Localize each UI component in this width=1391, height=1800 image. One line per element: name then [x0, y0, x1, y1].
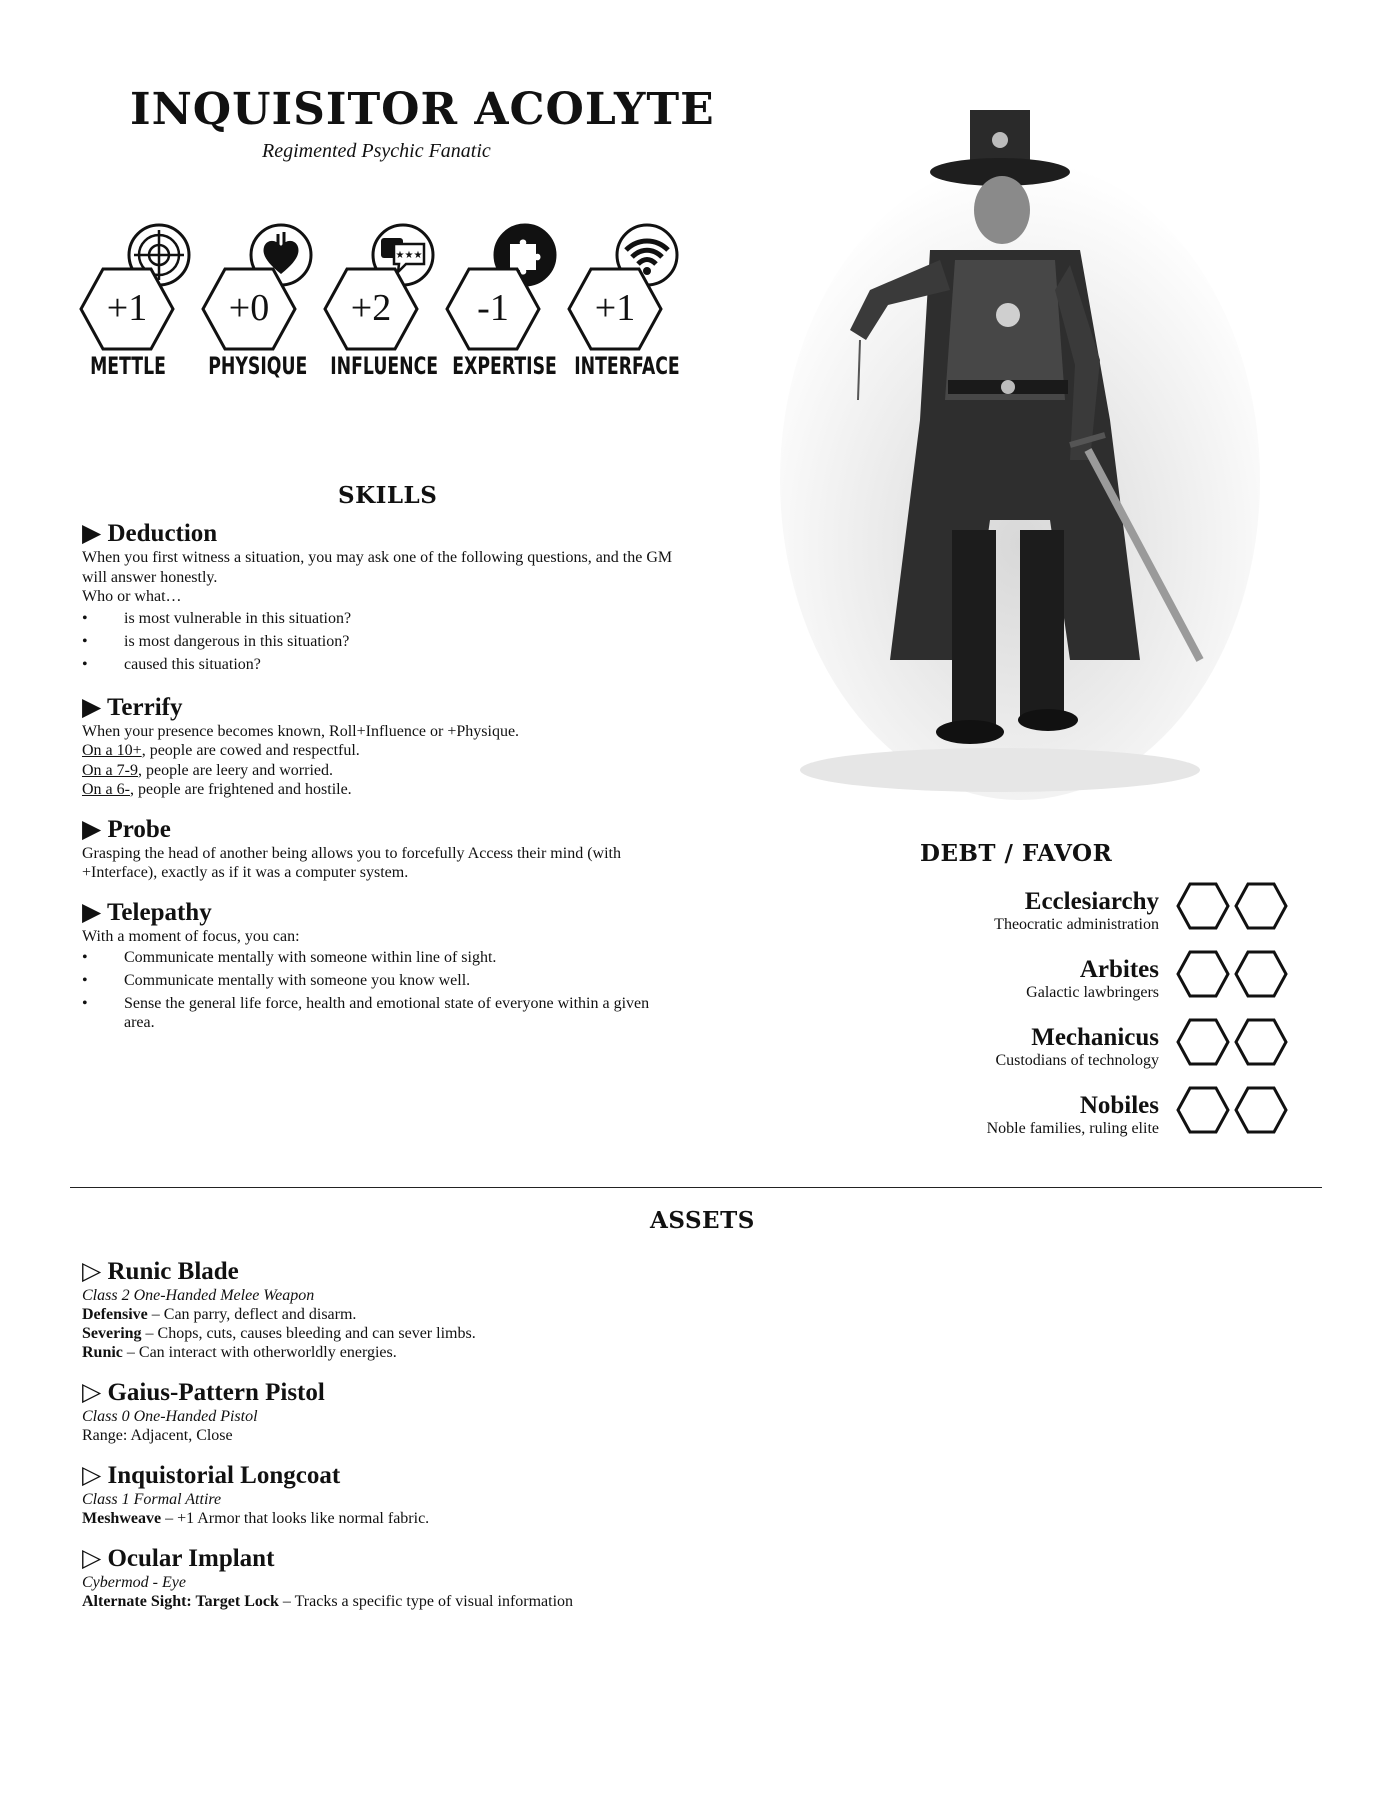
stat-value: +0 [228, 287, 270, 329]
result-line: On a 10+, people are cowed and respectful. [82, 742, 360, 759]
asset-range: Range: Adjacent, Close [82, 1427, 233, 1444]
asset-trait: Severing – Chops, cuts, causes bleeding and can sever limbs. [82, 1325, 476, 1342]
asset-title: ▷ Ocular Implant [82, 1545, 275, 1572]
favor-hex-checkbox[interactable] [1234, 1086, 1288, 1134]
skill-text: With a moment of focus, you can: [82, 927, 300, 945]
section-divider [70, 1187, 1322, 1188]
stat-interface [566, 222, 680, 384]
org-name: Ecclesiarchy [1024, 888, 1159, 915]
list-item: • caused this situation? [82, 655, 682, 674]
asset-trait: Meshweave – +1 Armor that looks like normal fabric. [82, 1510, 430, 1527]
debt-favor-heading: DEBT / FAVOR [920, 840, 1113, 867]
stat-value: +1 [106, 287, 148, 329]
list-item: • is most vulnerable in this situation? [82, 609, 682, 628]
outline-triangle-icon: ▷ [82, 1462, 102, 1489]
org-nobiles [987, 1092, 1159, 1138]
favor-hex-checkbox[interactable] [1176, 1086, 1230, 1134]
result-line: On a 6-, people are frightened and hostile. [82, 781, 352, 798]
stat-mettle [78, 222, 188, 384]
filled-triangle-icon: ▶ [82, 898, 102, 926]
asset-title: ▷ Gaius-Pattern Pistol [82, 1379, 325, 1406]
stat-label: INFLUENCE [330, 352, 439, 380]
skill-deduction [82, 520, 682, 674]
asset-trait: Defensive – Can parry, deflect and disarm. [82, 1306, 357, 1323]
skill-title: ▶ Terrify [82, 693, 183, 721]
skill-terrify [82, 694, 682, 800]
favor-hex-checkbox[interactable] [1176, 1018, 1230, 1066]
filled-triangle-icon: ▶ [82, 815, 102, 843]
skill-title: ▶ Deduction [82, 520, 218, 547]
svg-text:★★★: ★★★ [395, 250, 423, 261]
stat-value: +2 [350, 287, 392, 329]
outline-triangle-icon: ▷ [82, 1258, 102, 1285]
stat-expertise [444, 222, 557, 384]
outline-triangle-icon: ▷ [82, 1379, 102, 1406]
skill-text: Who or what… [82, 588, 182, 605]
stat-label: EXPERTISE [452, 352, 557, 380]
skill-title: ▶ Probe [82, 815, 171, 843]
asset-ocular-implant [82, 1545, 882, 1611]
asset-runic-blade [82, 1258, 882, 1362]
list-item: • is most dangerous in this situation? [82, 632, 682, 651]
skill-title: ▶ Telepathy [82, 898, 212, 926]
asset-pistol [82, 1379, 882, 1445]
skill-bullets [82, 948, 682, 1032]
result-line: On a 7-9, people are leery and worried. [82, 761, 333, 779]
asset-class: Class 1 Formal Attire [82, 1491, 222, 1508]
filled-triangle-icon: ▶ [82, 520, 102, 547]
skill-text: When you first witness a situation, you may ask one of the following questions, and the GM will answer honestly. [82, 549, 673, 586]
asset-trait: Alternate Sight: Target Lock – Tracks a specific type of visual information [82, 1593, 574, 1610]
asset-title: ▷ Inquistorial Longcoat [82, 1462, 341, 1489]
skill-probe [82, 816, 682, 883]
filled-triangle-icon: ▶ [82, 693, 102, 721]
org-desc: Galactic lawbringers [1026, 984, 1159, 1001]
stat-value: -1 [477, 287, 509, 329]
org-mechanicus [995, 1024, 1159, 1070]
skills-heading: SKILLS [338, 482, 438, 509]
skills-list [82, 520, 682, 1048]
skill-telepathy [82, 899, 682, 1033]
stat-influence [322, 222, 439, 384]
favor-hex-checkbox[interactable] [1234, 950, 1288, 998]
favor-hex-checkbox[interactable] [1234, 1018, 1288, 1066]
stat-value: +1 [594, 287, 636, 329]
outline-triangle-icon: ▷ [82, 1545, 102, 1572]
skill-text: When your presence becomes known, Roll+Influence or +Physique. [82, 722, 520, 740]
org-desc: Noble families, ruling elite [986, 1120, 1159, 1137]
stat-label: INTERFACE [574, 352, 680, 380]
page-subtitle: Regimented Psychic Fanatic [262, 140, 491, 162]
asset-class: Class 2 One-Handed Melee Weapon [82, 1287, 315, 1304]
asset-class: Cybermod - Eye [82, 1574, 186, 1591]
stat-label: METTLE [90, 352, 166, 380]
list-item: • Sense the general life force, health and emotional state of everyone within a given area. [82, 994, 682, 1032]
favor-hex-checkbox[interactable] [1176, 950, 1230, 998]
assets-list [82, 1258, 882, 1628]
org-name: Nobiles [1079, 1092, 1159, 1119]
asset-title: ▷ Runic Blade [82, 1258, 239, 1285]
org-name: Arbites [1079, 956, 1159, 983]
org-name: Mechanicus [1031, 1024, 1159, 1051]
list-item: • Communicate mentally with someone within line of sight. [82, 948, 682, 967]
org-desc: Theocratic administration [994, 916, 1159, 933]
skill-bullets [82, 609, 682, 674]
character-portrait [770, 100, 1270, 800]
favor-hex-checkbox[interactable] [1234, 882, 1288, 930]
assets-heading: ASSETS [650, 1207, 755, 1234]
asset-class: Class 0 One-Handed Pistol [82, 1408, 258, 1425]
asset-longcoat [82, 1462, 882, 1528]
list-item: • Communicate mentally with someone you know well. [82, 971, 682, 990]
org-arbites [1026, 956, 1159, 1002]
favor-hex-checkbox[interactable] [1176, 882, 1230, 930]
stat-physique [200, 222, 310, 384]
asset-trait: Runic – Can interact with otherworldly energies. [82, 1344, 397, 1361]
skill-text: Grasping the head of another being allows you to forcefully Access their mind (with +Interface), exactly as if it was a computer system. [82, 844, 621, 881]
org-desc: Custodians of technology [995, 1052, 1159, 1069]
org-ecclesiarchy [994, 888, 1159, 934]
page-title: INQUISITOR ACOLYTE [130, 84, 715, 135]
stat-label: PHYSIQUE [208, 352, 308, 380]
